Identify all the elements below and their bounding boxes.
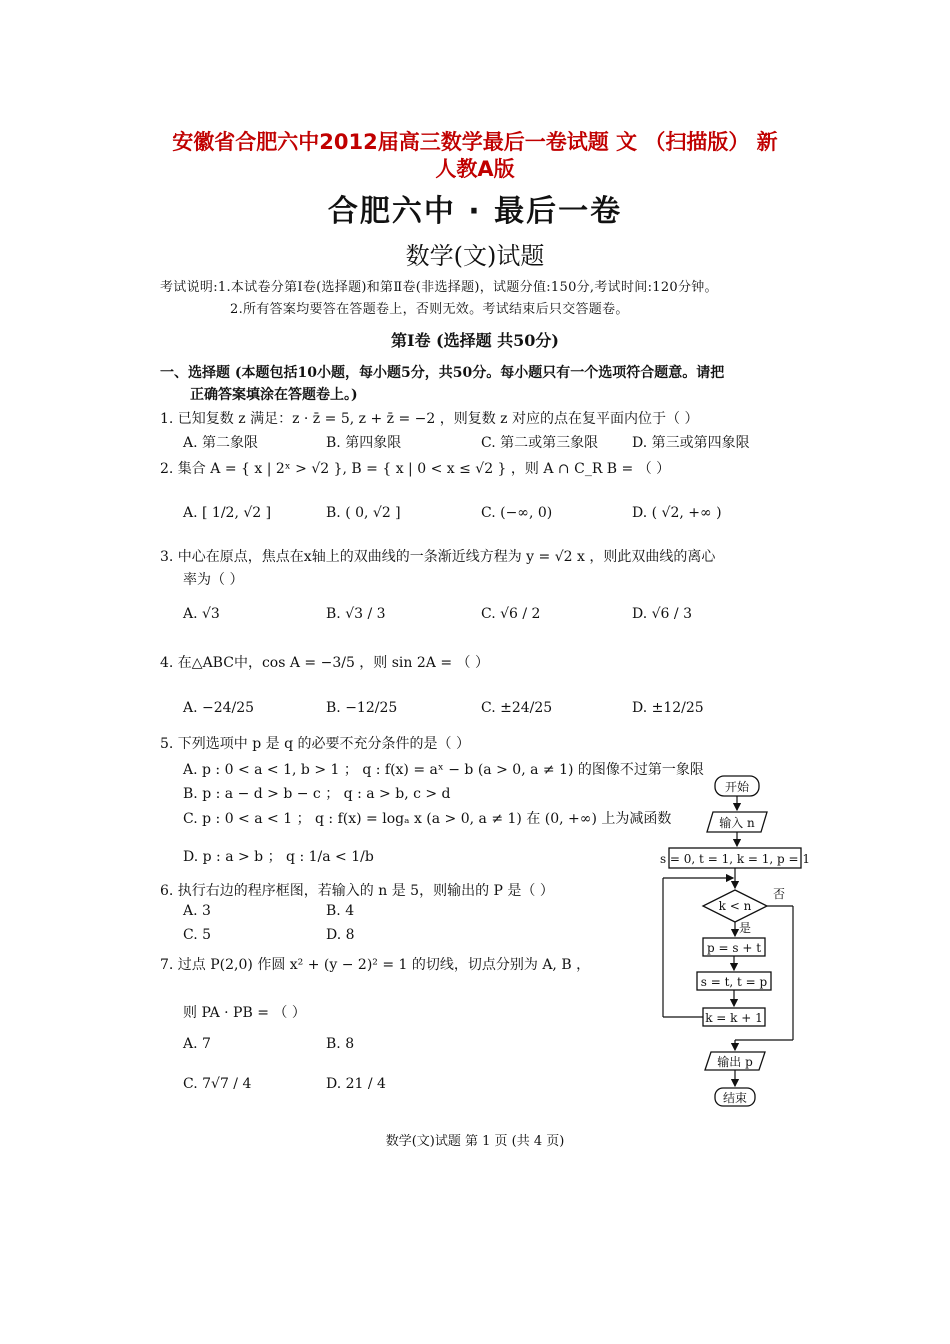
exam-note-2: 2.所有答案均要答在答题卷上，否则无效。考试结束后只交答题卷。 bbox=[230, 302, 629, 317]
question-2-stem: 2. 集合 A = { x | 2ˣ > √2 }, B = { x | 0 < x ≤ √2 } ，则 A ∩ C_R B = （ ） bbox=[160, 461, 671, 477]
page-footer: 数学(文)试题 第 1 页 (共 4 页) bbox=[385, 1134, 565, 1149]
question-2-option-c: C. (−∞, 0) bbox=[481, 505, 553, 521]
question-4-option-b: B. −12/25 bbox=[326, 700, 398, 716]
question-6-option-b: B. 4 bbox=[326, 903, 355, 919]
flowchart-end-label: 结束 bbox=[722, 1091, 748, 1105]
question-5-option-a: A. p : 0 < a < 1, b > 1 ； q : f(x) = aˣ − b (a > 0, a ≠ 1) 的图像不过第一象限 bbox=[183, 762, 704, 778]
flowchart-output-label: 输出 p bbox=[717, 1055, 753, 1069]
program-flowchart bbox=[655, 770, 815, 1115]
question-7-option-d: D. 21 / 4 bbox=[326, 1076, 386, 1092]
question-5-stem: 5. 下列选项中 p 是 q 的必要不充分条件的是（ ） bbox=[160, 736, 470, 752]
flowchart-yes-label: 是 bbox=[739, 921, 752, 935]
question-7-stem-continued: 则 PA · PB = （ ） bbox=[183, 1005, 306, 1021]
flowchart-step2-label: s = t, t = p bbox=[700, 975, 768, 989]
question-4-option-c: C. ±24/25 bbox=[481, 700, 553, 716]
question-6-option-c: C. 5 bbox=[183, 927, 212, 943]
question-7-option-a: A. 7 bbox=[183, 1036, 211, 1052]
school-title: 合肥六中 · 最后一卷 bbox=[327, 194, 623, 229]
flowchart-step3-label: k = k + 1 bbox=[705, 1011, 763, 1025]
subject-title: 数学(文)试题 bbox=[405, 242, 545, 270]
question-1-option-b: B. 第四象限 bbox=[326, 435, 402, 451]
question-6-stem: 6. 执行右边的程序框图，若输入的 n 是 5，则输出的 P 是（ ） bbox=[160, 883, 554, 899]
question-2-option-a: A. [ 1/2, √2 ] bbox=[183, 505, 272, 521]
question-4-option-a: A. −24/25 bbox=[183, 700, 255, 716]
question-3-stem-continued: 率为（ ） bbox=[183, 572, 244, 588]
part-title: 第Ⅰ卷 (选择题 共50分) bbox=[390, 331, 560, 350]
flowchart-step1-label: p = s + t bbox=[706, 941, 762, 955]
question-3-option-b: B. √3 / 3 bbox=[326, 606, 386, 622]
document-title-line1: 安徽省合肥六中2012届高三数学最后一卷试题 文 （扫描版） 新 bbox=[172, 130, 778, 154]
flowchart-init-label: s = 0, t = 1, k = 1, p = 1 bbox=[659, 852, 811, 866]
question-5-option-d: D. p : a > b ； q : 1/a < 1/b bbox=[183, 849, 374, 865]
flowchart-start-label: 开始 bbox=[724, 780, 750, 794]
section-instruction-line2: 正确答案填涂在答题卷上。) bbox=[190, 387, 358, 403]
exam-note-1: 考试说明:1.本试卷分第Ⅰ卷(选择题)和第Ⅱ卷(非选择题)，试题分值:150分,考试时间:120分钟。 bbox=[160, 280, 718, 295]
question-5-option-c: C. p : 0 < a < 1 ； q : f(x) = logₐ x (a > 0, a ≠ 1) 在 (0, +∞) 上为减函数 bbox=[183, 811, 672, 827]
question-1-option-c: C. 第二或第三象限 bbox=[481, 435, 599, 451]
question-4-option-d: D. ±12/25 bbox=[632, 700, 704, 716]
flowchart-decision-label: k < n bbox=[718, 899, 752, 913]
question-3-option-c: C. √6 / 2 bbox=[481, 606, 541, 622]
question-6-option-d: D. 8 bbox=[326, 927, 355, 943]
question-4-stem: 4. 在△ABC中，cos A = −3/5 ，则 sin 2A = （ ） bbox=[160, 655, 489, 671]
question-7-option-c: C. 7√7 / 4 bbox=[183, 1076, 252, 1092]
document-title-line2: 人教A版 bbox=[435, 157, 515, 181]
question-7-option-b: B. 8 bbox=[326, 1036, 355, 1052]
question-3-stem: 3. 中心在原点，焦点在x轴上的双曲线的一条渐近线方程为 y = √2 x ，则此双曲线的离心 bbox=[160, 549, 716, 565]
question-7-stem: 7. 过点 P(2,0) 作圆 x² + (y − 2)² = 1 的切线，切点分别为 A, B ， bbox=[160, 957, 591, 973]
section-instruction-line1: 一、选择题 (本题包括10小题，每小题5分，共50分。每小题只有一个选项符合题意。请把 bbox=[160, 365, 725, 381]
question-2-option-b: B. ( 0, √2 ] bbox=[326, 505, 401, 521]
question-3-option-a: A. √3 bbox=[183, 606, 220, 622]
question-1-option-a: A. 第二象限 bbox=[183, 435, 259, 451]
question-3-option-d: D. √6 / 3 bbox=[632, 606, 692, 622]
question-2-option-d: D. ( √2, +∞ ) bbox=[632, 505, 722, 521]
question-1-option-d: D. 第三或第四象限 bbox=[632, 435, 750, 451]
question-1-stem: 1. 已知复数 z 满足：z · z̄ = 5, z + z̄ = −2 ，则复数 z 对应的点在复平面内位于（ ） bbox=[160, 411, 699, 427]
flowchart-input-label: 输入 n bbox=[719, 816, 755, 830]
question-5-option-b: B. p : a − d > b − c ； q : a > b, c > d bbox=[183, 786, 451, 802]
question-6-option-a: A. 3 bbox=[183, 903, 211, 919]
flowchart-no-label: 否 bbox=[773, 887, 786, 901]
